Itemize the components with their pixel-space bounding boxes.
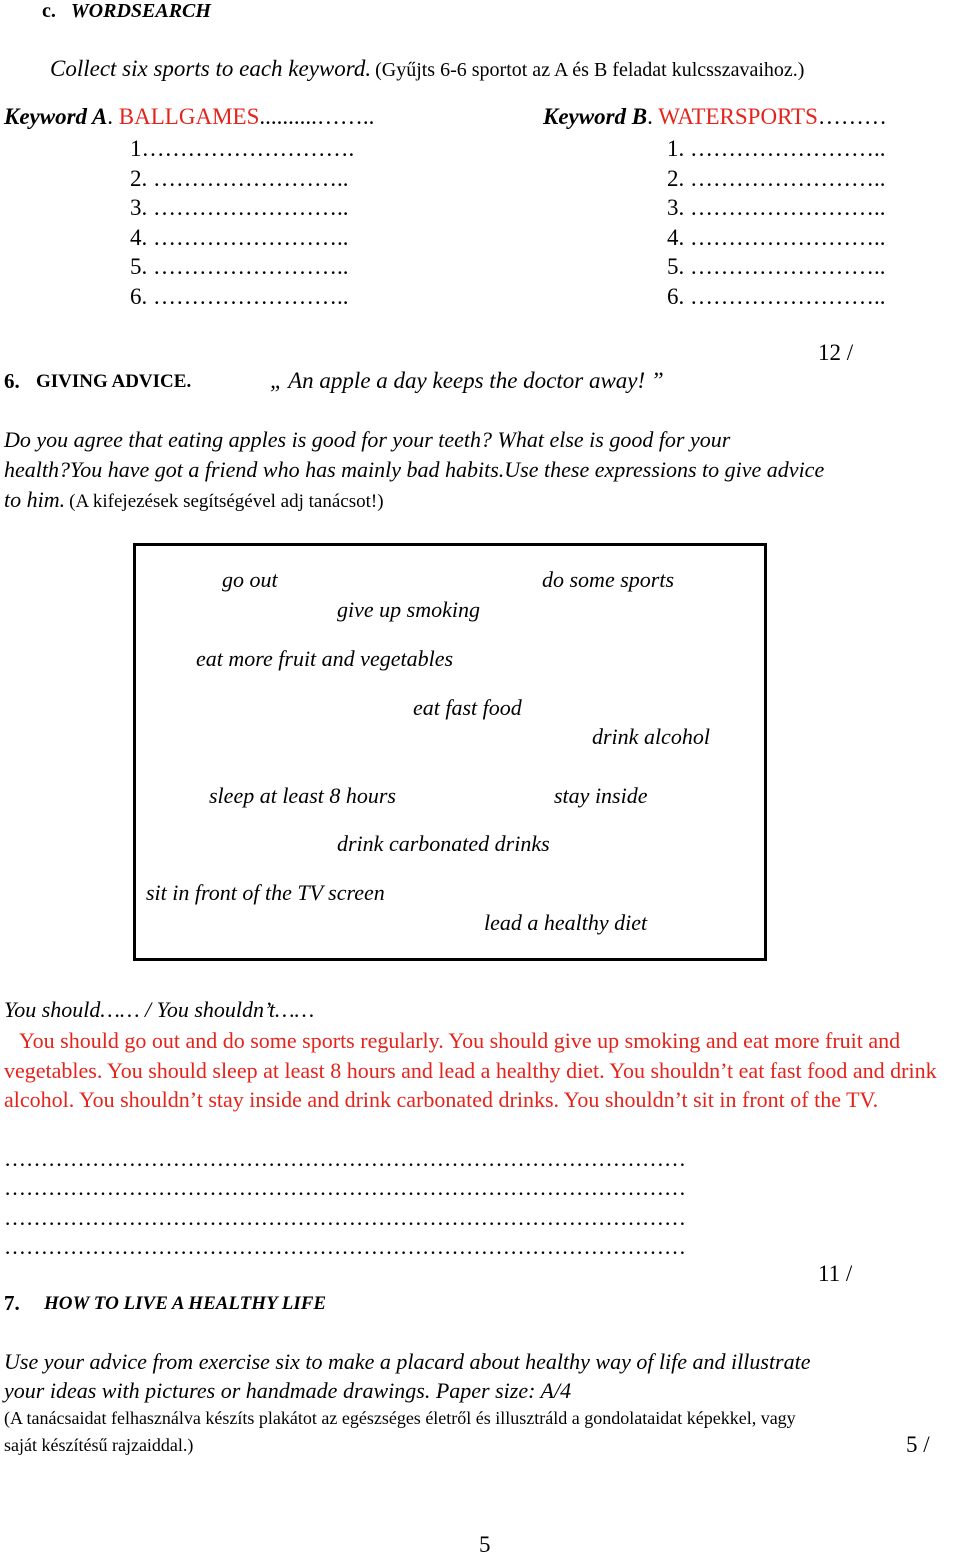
section-6-quote: „ An apple a day keeps the doctor away! ” (270, 368, 664, 393)
keyword-a-value: BALLGAMES (118, 104, 260, 129)
keyword-b-line: 3. …………………….. (667, 195, 886, 220)
keyword-a-label: Keyword A (4, 104, 108, 129)
task7-hu-1: (A tanácsaidat felhasználva készíts plakátot az egészséges életről és illusztráld a gondolataidat képekkel, vagy (4, 1408, 796, 1428)
instruction-hu: (Gyűjts 6-6 sportot az A és B feladat kulcsszavaihoz.) (375, 59, 805, 81)
phrase-diet: lead a healthy diet (484, 910, 648, 935)
keyword-b-line: 4. …………………….. (667, 224, 886, 250)
answer-dot-line: ………………………………………………………………………………… (4, 1175, 686, 1200)
phrase-go-out: go out (222, 567, 278, 592)
instruction-en: Collect six sports to each keyword. (50, 56, 372, 81)
task7-line-1: Use your advice from exercise six to make a placard about healthy way of life and illustrate (4, 1349, 811, 1374)
section-7-number: 7. (4, 1291, 20, 1315)
phrase-eat-fast-food: eat fast food (413, 695, 522, 720)
keyword-b-line: 1. …………………….. (667, 136, 886, 161)
question-line-1: Do you agree that eating apples is good for your teeth? What else is good for your (4, 427, 731, 452)
keyword-b-list (667, 134, 886, 311)
phrase-eat-fruit: eat more fruit and vegetables (196, 646, 454, 671)
keyword-a-line: 2. …………………….. (130, 165, 349, 191)
section-c-letter: c. (42, 0, 56, 22)
section-6-number: 6. (4, 369, 20, 393)
keyword-b-heading (543, 104, 887, 130)
question-line-3-text: to him. (4, 487, 66, 512)
you-should-prompt: You should…… / You shouldn’t…… (4, 997, 315, 1022)
score-placard: 5 / (906, 1432, 930, 1457)
keyword-b-value: WATERSPORTS (658, 104, 818, 129)
phrase-carbonated: drink carbonated drinks (337, 831, 550, 856)
phrase-stay-inside: stay inside (554, 783, 648, 808)
section-c-title: WORDSEARCH (70, 0, 211, 22)
keyword-b-line: 2. …………………….. (667, 165, 886, 191)
section-c-heading (42, 0, 211, 23)
phrase-drink-alcohol: drink alcohol (592, 724, 710, 749)
answer-dot-line: ………………………………………………………………………………… (4, 1205, 686, 1230)
question-line-2: health?You have got a friend who has mainly bad habits.Use these expressions to give advice (4, 457, 825, 482)
section-6-title: GIVING ADVICE. (36, 371, 192, 392)
task7-hu-2: saját készítésű rajzaiddal.) (4, 1435, 194, 1455)
advice-answer-text: You should go out and do some sports regularly. You should give up smoking and eat more fruit and vegetables. You should sleep at least 8 hours and lead a healthy diet. You shouldn’t eat fast food and drink alcohol. You shouldn’t stay inside and drink carbonated drinks. You shouldn’t sit in front of the TV. (4, 1028, 937, 1112)
keyword-a-line: 4. …………………….. (130, 224, 349, 250)
keyword-a-line: 6. …………………….. (130, 283, 349, 309)
keyword-a-line: 1………………………. (130, 136, 355, 161)
question-line-3 (4, 487, 384, 513)
page-number: 5 (479, 1532, 491, 1557)
task7-line-2: your ideas with pictures or handmade drawings. Paper size: A/4 (4, 1378, 572, 1403)
answer-dot-line: ………………………………………………………………………………… (4, 1234, 686, 1259)
phrase-give-up-smoking: give up smoking (337, 597, 480, 622)
advice-answer (4, 1026, 956, 1115)
keyword-b-line: 5. …………………….. (667, 254, 886, 279)
keyword-a-heading (4, 104, 374, 130)
phrase-sleep: sleep at least 8 hours (209, 783, 396, 808)
keyword-a-line: 3. …………………….. (130, 195, 349, 220)
keyword-a-sep: . (107, 104, 119, 129)
keyword-b-line: 6. …………………….. (667, 283, 886, 309)
keyword-a-list (130, 134, 354, 311)
keyword-b-label: Keyword B (543, 104, 648, 129)
question-hu: (A kifejezések segítségével adj tanácsot!) (69, 491, 384, 512)
keyword-a-line: 5. …………………….. (130, 254, 349, 279)
wordsearch-instruction (50, 56, 804, 82)
phrase-tv: sit in front of the TV screen (146, 880, 385, 905)
section-7-title: HOW TO LIVE A HEALTHY LIFE (44, 1293, 327, 1314)
score-wordsearch: 12 / (818, 340, 854, 365)
score-advice: 11 / (818, 1261, 853, 1286)
keyword-a-dots: ..........…….. (259, 104, 375, 129)
answer-dot-line: ………………………………………………………………………………… (4, 1146, 686, 1171)
phrase-do-some-sports: do some sports (542, 567, 675, 592)
keyword-b-sep: . (647, 104, 659, 129)
keyword-b-dots: ……… (817, 104, 887, 129)
